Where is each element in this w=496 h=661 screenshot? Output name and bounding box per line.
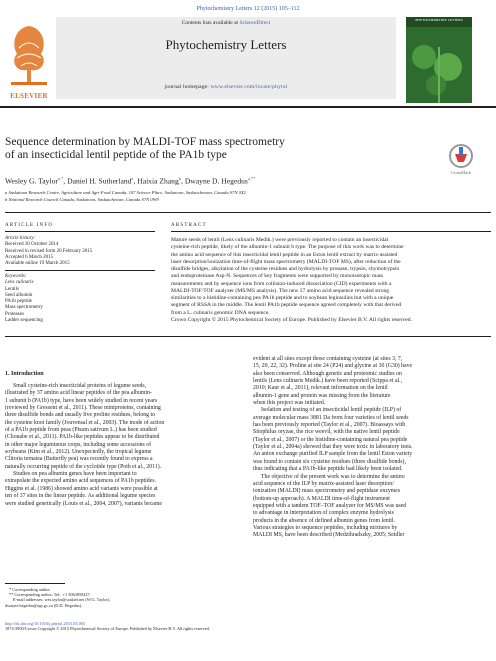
contents-prefix: Contents lists available at [181, 20, 240, 26]
body-line: of a PA1b peptide from peas (Pisum sativum L.) has been studied [5, 427, 157, 434]
journal-reference[interactable]: Phytochemistry Letters 12 (2015) 105–112 [196, 6, 300, 12]
homepage-url[interactable]: www.elsevier.com/locate/phytol [210, 84, 288, 90]
issn-copyright-line: 1874-3900/Crown Copyright © 2015 Phytochemical Society of Europe. Published by Elsevier B.V. All rights reserved. [5, 626, 210, 632]
article-title [5, 136, 425, 162]
elsevier-tree-logo [5, 18, 53, 90]
keyword: Lens culinaris [5, 280, 34, 286]
abstract-line: segment of RSSA in the middle. The lentil PA1b peptide sequence agreed completely with that derived [171, 302, 402, 309]
footnote-email[interactable]: dwayne.hegedus@agr.gc.ca (D.D. Hegedus). [5, 602, 83, 608]
author-separator: , [133, 176, 138, 186]
body-line: The objective of the present work was to determine the amino [261, 473, 405, 480]
body-line: three disulfide bonds and usually five proline residues, belong to [5, 412, 156, 419]
keyword: PA1b peptide [5, 299, 32, 305]
author[interactable]: Daniel H. Sutherland [67, 176, 132, 186]
abstract-bottom-rule [5, 336, 491, 337]
body-line: (reviewed by Gressent et al., 2011). These miniproteins, containing [5, 405, 161, 412]
footnote-rule [5, 583, 65, 584]
journal-cover [406, 17, 472, 103]
footnote-email[interactable]: E-mail addresses: wes.taylor@sasktel.net (W.G. Taylor), [13, 597, 111, 603]
author-affiliation-marker[interactable]: a,* [57, 176, 64, 181]
body-line: (Taylor et al., 2007) or the histidine-containing natural pea peptide [253, 436, 408, 443]
affiliation: a Saskatoon Research Centre, Agriculture and Agri-Food Canada, 107 Science Place, Saskatoon, Saskatchewan, Canada S7N 0X2 [5, 190, 246, 195]
abstract-rule [171, 231, 491, 232]
keyword: Ladder sequencing [5, 318, 43, 324]
body-line: extrapolate the expected amino acid sequences of PA1b peptides. [5, 478, 156, 485]
body-line: the cysteine knot family (Jouvensal et al., 2003). The mode of action [5, 419, 165, 426]
doi-link[interactable]: http://dx.doi.org/10.1016/j.phytol.2015.03.003 [5, 621, 86, 626]
body-line: has been previously reported (Taylor et al., 2007). Bioassays with [253, 422, 406, 429]
copyright-line: Crown Copyright © 2015 Phytochemical Society of Europe. Published by Elsevier B.V. All rights reserved. [171, 316, 412, 323]
keyword: Proteases [5, 311, 24, 317]
elsevier-wordmark: ELSEVIER [10, 92, 48, 100]
body-line: 2010; Kaur et al., 2011), relevant information on the lentil [253, 385, 388, 392]
body-line: Isolation and testing of an insecticidal lentil peptide (ILP) of [261, 407, 402, 414]
footnotes [5, 587, 110, 608]
keyword: Lentils [5, 286, 19, 292]
keyword: Seed albumin [5, 292, 33, 298]
author[interactable]: Haixia Zhang [137, 176, 179, 186]
body-left-column [5, 383, 243, 508]
body-line: soybeans (Kim et al., 2012). Unexpectedly, the tropical legume [5, 449, 152, 456]
cover-title: PHYTOCHEMISTRY LETTERS [415, 18, 463, 22]
body-line: in other major leguminous crops, including some accessions of [5, 441, 152, 448]
body-line: also been conserved. Although genetic and proteomic studies on [253, 370, 402, 377]
body-line: Higgins et al. (1986) showed amino acid variants were possible at [5, 485, 158, 492]
title-line-1: Sequence determination by MALDI-TOF mass spectrometry [5, 136, 285, 148]
abstract-line: Mature seeds of lentil (Lens culinaris Medik.) were previously reported to contain an insecticidal [171, 237, 389, 243]
author-affiliation-marker[interactable]: b [178, 176, 182, 181]
keywords-label: Keywords: [5, 274, 27, 279]
footnote: ** Corresponding author. Tel.: +1 3063859427. [9, 592, 91, 598]
affiliation-divider [5, 212, 491, 213]
abstract-line: and endoproteinase Asp-N. Sequences of key fragments were supported by monoisotopic mass [171, 273, 384, 280]
body-line: Sitophilus oryzae, the rice weevil, with the native lentil peptide [253, 429, 400, 436]
author-affiliation-marker[interactable]: a [131, 176, 134, 181]
title-line-2: of an insecticidal lentil peptide of the PA1b type [5, 149, 227, 161]
contents-line [56, 20, 396, 26]
abstract-line: disulfide bridges, alkylation of the cysteine residues and hydrolysis by pronase, trypsin, chymotrypsin [171, 266, 400, 272]
author-separator: , [181, 176, 185, 186]
body-line: 15, 20, 22, 32). Proline at site 24 (P24) and glycine at 30 (G30) have [253, 363, 413, 370]
abstract-line: measurements and by sequence ions from collision-induced dissociation (CID) experiments with a [171, 280, 392, 287]
body-line: ionization (MALDI) mass spectrometry and peptidase enzymes [253, 488, 401, 495]
cover-plant-image [406, 17, 472, 103]
sciencedirect-link[interactable]: ScienceDirect [239, 20, 271, 26]
history-item: Received in revised form 20 February 2015 [5, 248, 93, 254]
body-line: Various strategies to sequence peptides, including mixtures by [253, 524, 398, 531]
abstract-line: cysteine-rich peptide, likely of the albumin-1 subunit b type. The purpose of this work was to determine [171, 244, 404, 251]
body-line: Studies on pea albumin genes have been important to [13, 471, 137, 478]
abstract-line: MALDI-TOF/TOF analyzer (MS/MS analysis). The new 37 amino acid sequence revealed strong [171, 287, 390, 294]
body-line: was found to contain six cysteine residues (three disulfide bonds), [253, 458, 406, 465]
body-line: were studied genetically (Louis et al., 2004, 2007), variants became [5, 500, 162, 507]
abstract-line: similarities to a histidine-containing pea PA1b peptide and to soybean leginsulins but with a unique [171, 295, 394, 301]
body-line: albumin-1 gene and protein was missing from the literature [253, 392, 391, 399]
body-line: lentils (Lens culinaris Medik.) have been reported (Scippa et al., [253, 378, 403, 385]
body-right-column [253, 356, 491, 540]
article-info-rule [5, 231, 155, 232]
body-line: (Taylor et al., 2004a) showed that they were toxic in laboratory tests. [253, 444, 413, 451]
body-line: thus indicating that a PA1b-like peptide had likely been isolated. [253, 466, 403, 473]
homepage-label: journal homepage: [164, 84, 211, 90]
affiliation: b National Research Council Canada, Saskatoon, Saskatchewan, Canada S7N 0W9 [5, 197, 159, 202]
keywords-list [5, 274, 43, 324]
body-line: to advantage in interpretation of complex enzyme hydrolysis [253, 510, 394, 517]
journal-homepage [56, 84, 396, 90]
author-affiliation-marker[interactable]: a,** [247, 176, 256, 181]
body-line: naturally occurring peptide of the cyclotide type (Poth et al., 2011). [5, 463, 162, 470]
history-label: Article history: [5, 236, 36, 241]
body-line: Small cysteine-rich insecticidal proteins of legume seeds, [13, 383, 147, 389]
author[interactable]: Wesley G. Taylor [5, 176, 58, 186]
body-line: An anion exchange purified ILP sample from the lentil Eston variety [253, 451, 413, 458]
body-line: Clitoria ternatea (Butterfly pea) was recently found to express a [5, 456, 153, 463]
history-divider [5, 270, 155, 271]
footnote: * Corresponding author. [9, 587, 51, 592]
history-item: Accepted 6 March 2015 [5, 254, 54, 260]
body-line: MALDI MS, have been described (Medzihradszky, 2005; Seidler [253, 532, 405, 539]
body-line: products in the absence of defined albumin genes from lentil. [253, 517, 395, 524]
body-line: evident at all sites except those containing cysteine (at sites 3, 7, [253, 356, 403, 362]
body-line: acid sequence of the ILP by matrix-assisted laser desorption/ [253, 480, 394, 487]
header-divider [0, 106, 496, 108]
article-history [5, 236, 92, 267]
author[interactable]: Dwayne D. Hegedus [184, 176, 248, 186]
abstract-heading: ABSTRACT [171, 223, 207, 228]
body-line: 1 subunit b (PA1b) type, have been widely studied in recent years [5, 397, 158, 404]
author-separator: , [63, 176, 68, 186]
abstract-line: from a L. culinaris genomic DNA sequence. [171, 309, 270, 316]
keyword: Mass spectrometry [5, 305, 43, 311]
body-line: illustrated by 37 amino acid linear peptides of the pea albumin- [5, 390, 152, 397]
crossmark-label: CrossMark [451, 170, 471, 175]
body-line: (Chouabe et al., 2011). PA1b-like peptides appear to be distributed [5, 434, 160, 441]
body-line: when this project was initiated. [253, 400, 326, 407]
publication-info [5, 621, 210, 631]
article-info-heading: ARTICLE INFO [5, 223, 54, 228]
abstract-text [171, 237, 485, 324]
body-line: (bottom-up approach). A MALDI time-of-flight instrument [253, 495, 390, 502]
journal-name: Phytochemistry Letters [165, 37, 287, 52]
abstract-line: laser desorption/ionization time-of-flight mass spectrometry (MALDI-TOF MS), after reduction of the [171, 258, 401, 265]
history-item: Received 30 October 2014 [5, 242, 59, 248]
abstract-line: the amino acid sequence of this insecticidal lentil peptide in an Eston lentil extract by matrix-assisted [171, 251, 398, 258]
history-item: Available online 19 March 2015 [5, 261, 70, 267]
section-heading-introduction: 1. Introduction [5, 371, 44, 377]
body-line: ten of 37 sites in the linear peptide. As additional legume species [5, 493, 156, 500]
body-line: equipped with a tandem TOF–TOF analyzer for MS/MS was used [253, 502, 407, 509]
author-list [5, 176, 256, 186]
body-line: average molecular mass 3881 Da from four varieties of lentil seeds [253, 414, 409, 421]
